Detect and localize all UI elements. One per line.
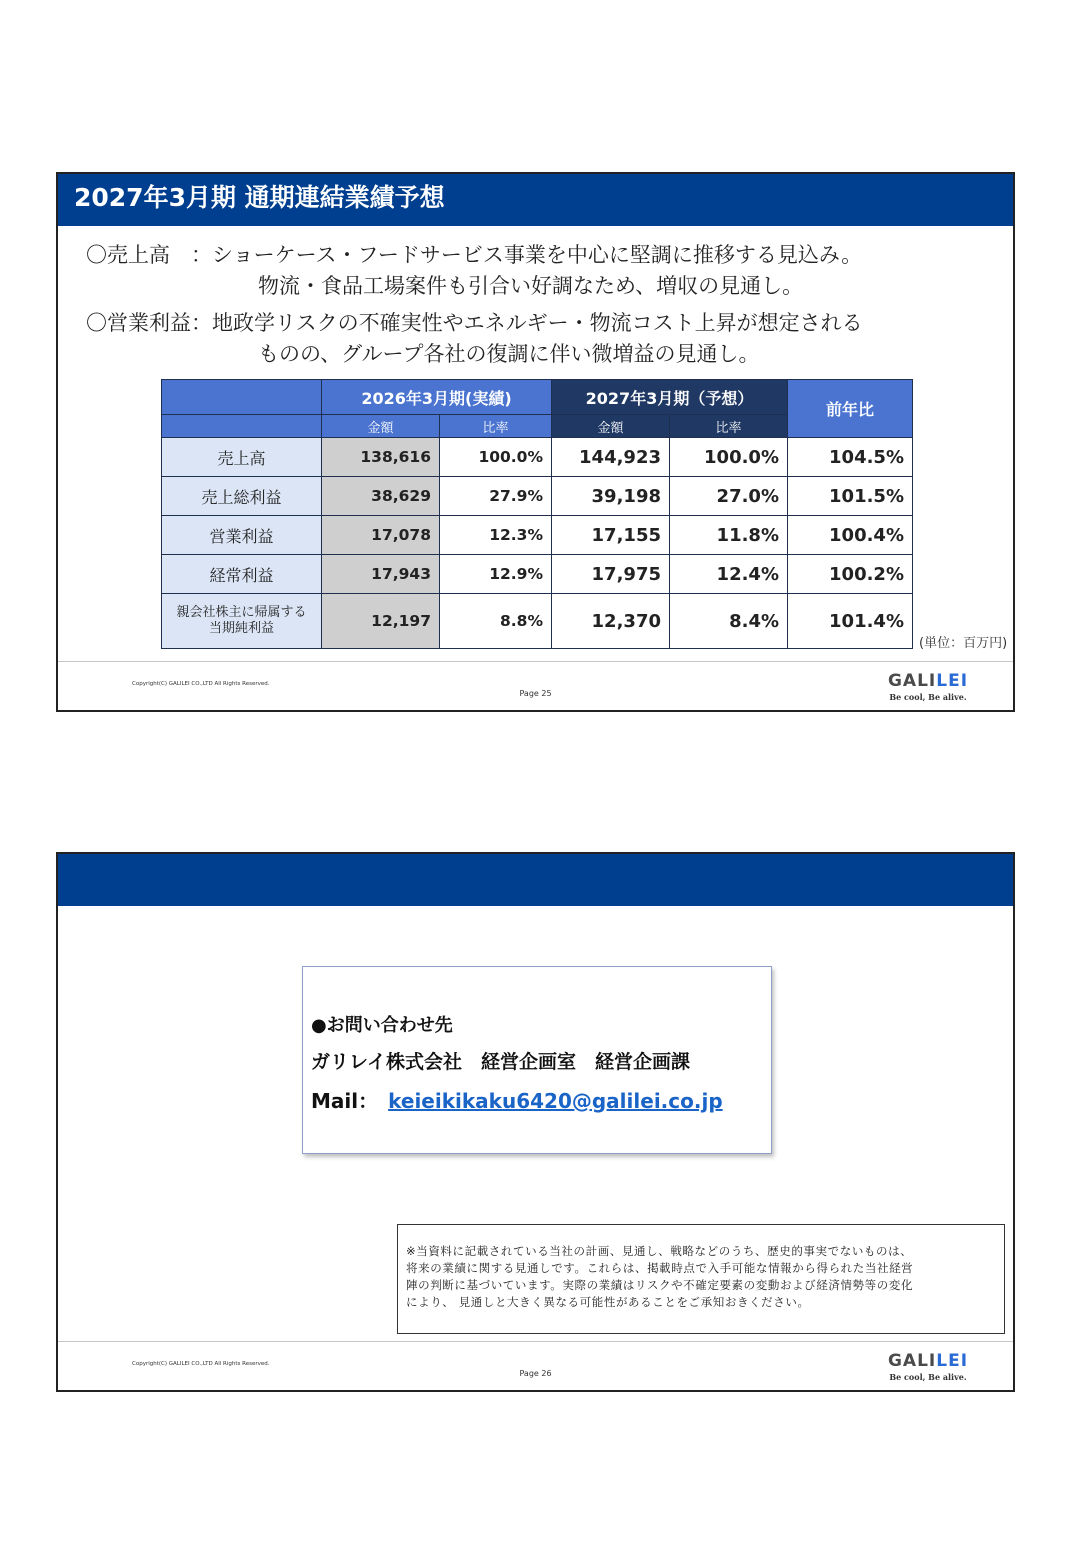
disclaimer-line: 陣の判断に基づいています。実際の業績はリスクや不確定要素の変動および経済情勢等の変化 (406, 1278, 914, 1292)
actual-ratio: 8.8% (440, 594, 552, 649)
actual-amount: 17,943 (322, 555, 440, 594)
bullet-text: ショーケース・フードサービス事業を中心に堅調に推移する見込み。 (212, 243, 863, 267)
actual-amount: 17,078 (322, 516, 440, 555)
forecast-ratio: 100.0% (670, 438, 788, 477)
slide-page-25 (56, 172, 1015, 712)
forecast-ratio: 8.4% (670, 594, 788, 649)
row-label: 売上高 (162, 438, 322, 477)
page-number: Page 26 (519, 1369, 552, 1378)
page-number: Page 25 (519, 689, 552, 698)
header-actual-amount: 金額 (322, 415, 440, 438)
mail-label: Mail： (311, 1089, 379, 1113)
forecast-amount: 17,155 (552, 516, 670, 555)
logo-text-1: GALI (887, 671, 937, 691)
bullet-op-profit (86, 308, 1006, 339)
row-label (162, 594, 322, 649)
disclaimer-box (397, 1224, 1005, 1334)
actual-ratio: 100.0% (440, 438, 552, 477)
logo-mark (873, 672, 983, 690)
header-forecast-ratio: 比率 (670, 415, 788, 438)
bullet-label: 〇売上高 ： (86, 243, 212, 267)
actual-amount: 138,616 (322, 438, 440, 477)
bullet-op-profit-cont (86, 339, 1006, 370)
contact-box (302, 966, 772, 1154)
row-label-line2: 当期純利益 (208, 621, 274, 636)
bullet-text: ものの、グループ各社の復調に伴い微増益の見通し。 (258, 342, 760, 366)
disclaimer-line: 将来の業績に関する見通しです。これらは、掲載時点で入手可能な情報から得られた当社経営 (406, 1261, 914, 1275)
yoy: 101.5% (788, 477, 913, 516)
forecast-amount: 12,370 (552, 594, 670, 649)
header-forecast: 2027年3月期（予想） (552, 380, 788, 415)
forecast-ratio: 27.0% (670, 477, 788, 516)
bullet-text: 地政学リスクの不確実性やエネルギー・物流コスト上昇が想定される (212, 311, 863, 335)
slide-page-26 (56, 852, 1015, 1392)
header-blank-sub (162, 415, 322, 438)
logo-text-2: LEI (936, 1351, 969, 1371)
row-label: 営業利益 (162, 516, 322, 555)
header-actual-ratio: 比率 (440, 415, 552, 438)
title-bar (58, 174, 1013, 226)
disclaimer-line: により、 見通しと大きく異なる可能性があることをご承知おきください。 (406, 1295, 810, 1309)
footer-divider (58, 661, 1013, 662)
forecast-amount: 17,975 (552, 555, 670, 594)
table-row (162, 438, 913, 477)
yoy: 100.4% (788, 516, 913, 555)
forecast-table (161, 379, 913, 649)
mail-link[interactable]: keieikikaku6420@galilei.co.jp (388, 1089, 723, 1113)
row-label: 売上総利益 (162, 477, 322, 516)
actual-ratio: 27.9% (440, 477, 552, 516)
table-row (162, 477, 913, 516)
galilei-logo (873, 672, 983, 702)
actual-ratio: 12.9% (440, 555, 552, 594)
yoy: 101.4% (788, 594, 913, 649)
unit-note: (単位：百万円) (919, 636, 1008, 651)
forecast-amount: 144,923 (552, 438, 670, 477)
bullet-text: 物流・食品工場案件も引合い好調なため、増収の見通し。 (258, 274, 804, 298)
bullet-label: 〇営業利益： (86, 311, 212, 335)
logo-text-2: LEI (936, 671, 969, 691)
yoy: 104.5% (788, 438, 913, 477)
logo-text-1: GALI (887, 1351, 937, 1371)
table-row (162, 555, 913, 594)
bullet-sales-cont (86, 271, 1006, 302)
contact-heading: ●お問い合わせ先 (311, 1015, 453, 1036)
logo-tagline: Be cool, Be alive. (889, 692, 967, 702)
actual-ratio: 12.3% (440, 516, 552, 555)
row-label-line1: 親会社株主に帰属する (176, 605, 307, 620)
footer-divider (58, 1341, 1013, 1342)
table-row (162, 594, 913, 649)
disclaimer-line: ※当資料に記載されている当社の計画、見通し、戦略などのうち、歴史的事実でないものは、 (406, 1244, 913, 1258)
table-row (162, 516, 913, 555)
row-label: 経常利益 (162, 555, 322, 594)
header-yoy: 前年比 (788, 380, 913, 438)
actual-amount: 12,197 (322, 594, 440, 649)
galilei-logo (873, 1352, 983, 1382)
logo-mark (873, 1352, 983, 1370)
forecast-ratio: 12.4% (670, 555, 788, 594)
bullet-sales (86, 240, 1006, 271)
forecast-ratio: 11.8% (670, 516, 788, 555)
header-forecast-amount: 金額 (552, 415, 670, 438)
header-actual: 2026年3月期(実績) (322, 380, 552, 415)
forecast-amount: 39,198 (552, 477, 670, 516)
copyright: Copyright(C) GALILEI CO.,LTD All Rights Reserved. (132, 681, 270, 687)
title-bar (58, 854, 1013, 906)
logo-tagline: Be cool, Be alive. (889, 1372, 967, 1382)
copyright: Copyright(C) GALILEI CO.,LTD All Rights Reserved. (132, 1361, 270, 1367)
summary-bullets (86, 240, 1006, 370)
header-blank (162, 380, 322, 415)
slide-title: 2027年3月期 通期連結業績予想 (74, 183, 445, 212)
yoy: 100.2% (788, 555, 913, 594)
contact-company: ガリレイ株式会社 経営企画室 経営企画課 (311, 1051, 691, 1073)
actual-amount: 38,629 (322, 477, 440, 516)
contact-mail (311, 1085, 723, 1114)
